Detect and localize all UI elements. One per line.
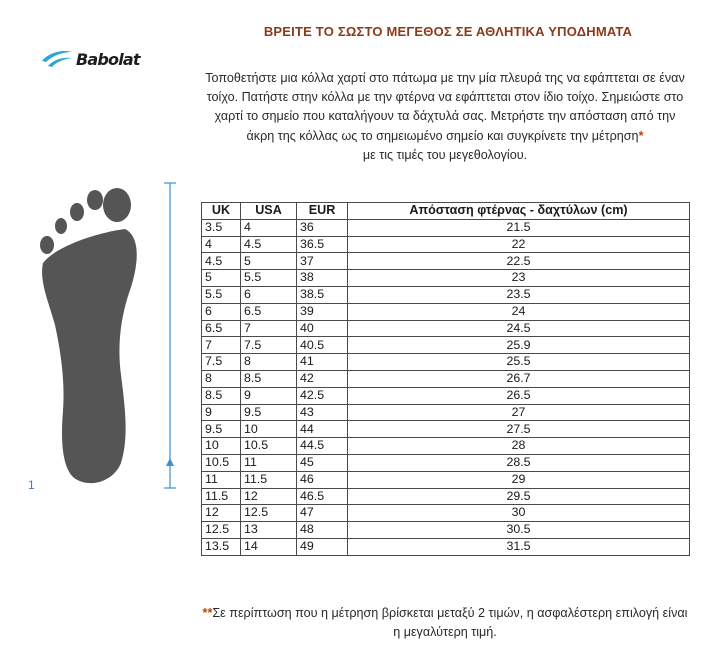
table-row: [202, 236, 690, 253]
eur-cell: 46.5: [297, 488, 348, 505]
table-row: [202, 488, 690, 505]
usa-cell: 12.5: [241, 505, 297, 522]
eur-cell: 36.5: [297, 236, 348, 253]
usa-cell: 9: [241, 387, 297, 404]
uk-cell: 8.5: [202, 387, 241, 404]
usa-cell: 6: [241, 286, 297, 303]
table-row: [202, 303, 690, 320]
instructions-text: Τοποθετήστε μια κόλλα χαρτί στο πάτωμα με την μία πλευρά της να εφάπτεται σε έναν τοίχο. Πατήστε στην κόλλα με την φτέρνα να εφάπτεται στον ίδιο τοίχο. Σημειώστε στο χαρτί το σημείο που καταλήγουν τα δάχτυλά σας. Μετρήστε την απόσταση από την άκρη της κόλλας ως το σημειωμένο σημείο και συγκρίνετε την μέτρηση: [205, 71, 685, 143]
length-cell: 30: [348, 505, 690, 522]
table-row: [202, 354, 690, 371]
uk-cell: 11: [202, 471, 241, 488]
uk-cell: 3.5: [202, 219, 241, 236]
length-cell: 27: [348, 404, 690, 421]
usa-cell: 6.5: [241, 303, 297, 320]
size-chart-table: [201, 202, 690, 556]
eur-cell: 38: [297, 270, 348, 287]
eur-cell: 40: [297, 320, 348, 337]
double-asterisk-mark: **: [202, 606, 213, 620]
usa-cell: 4: [241, 219, 297, 236]
length-cell: 25.9: [348, 337, 690, 354]
uk-cell: 4.5: [202, 253, 241, 270]
eur-cell: 41: [297, 354, 348, 371]
eur-cell: 36: [297, 219, 348, 236]
footnote-text: Σε περίπτωση που η μέτρηση βρίσκεται μεταξύ 2 τιμών, η ασφαλέστερη επιλογή είναι η μεγαλύτερη τιμή.: [212, 606, 688, 639]
eur-cell: 44.5: [297, 438, 348, 455]
length-cell: 23: [348, 270, 690, 287]
uk-cell: 12: [202, 505, 241, 522]
table-header-row: [202, 203, 690, 220]
uk-cell: 5: [202, 270, 241, 287]
table-row: [202, 538, 690, 555]
footnote: [200, 604, 690, 642]
page-title: ΒΡΕΙΤΕ ΤΟ ΣΩΣΤΟ ΜΕΓΕΘΟΣ ΣΕ ΑΘΛΗΤΙΚΑ ΥΠΟΔΗΜΑΤΑ: [263, 24, 633, 39]
eur-cell: 47: [297, 505, 348, 522]
length-cell: 22: [348, 236, 690, 253]
length-cell: 24: [348, 303, 690, 320]
asterisk-mark: *: [638, 128, 644, 143]
table-row: [202, 438, 690, 455]
column-header-usa: USA: [241, 203, 297, 220]
length-cell: 23.5: [348, 286, 690, 303]
usa-cell: 8.5: [241, 370, 297, 387]
usa-cell: 11.5: [241, 471, 297, 488]
eur-cell: 37: [297, 253, 348, 270]
table-row: [202, 270, 690, 287]
usa-cell: 14: [241, 538, 297, 555]
length-cell: 30.5: [348, 522, 690, 539]
column-header-length: Απόσταση φτέρνας - δαχτύλων (cm): [348, 203, 690, 220]
uk-cell: 6: [202, 303, 241, 320]
usa-cell: 7: [241, 320, 297, 337]
babolat-swoosh-icon: [40, 49, 74, 69]
uk-cell: 10.5: [202, 454, 241, 471]
table-row: [202, 421, 690, 438]
uk-cell: 8: [202, 370, 241, 387]
eur-cell: 48: [297, 522, 348, 539]
uk-cell: 4: [202, 236, 241, 253]
eur-cell: 42: [297, 370, 348, 387]
table-row: [202, 219, 690, 236]
table-row: [202, 320, 690, 337]
uk-cell: 5.5: [202, 286, 241, 303]
eur-cell: 43: [297, 404, 348, 421]
eur-cell: 39: [297, 303, 348, 320]
uk-cell: 11.5: [202, 488, 241, 505]
ruler-label: 1: [28, 478, 35, 492]
table-row: [202, 253, 690, 270]
table-row: [202, 522, 690, 539]
eur-cell: 49: [297, 538, 348, 555]
table-row: [202, 471, 690, 488]
babolat-logo: [40, 48, 140, 70]
logo-wordmark: Babolat: [76, 49, 140, 69]
column-header-eur: EUR: [297, 203, 348, 220]
usa-cell: 10.5: [241, 438, 297, 455]
table-row: [202, 505, 690, 522]
table-row: [202, 404, 690, 421]
usa-cell: 10: [241, 421, 297, 438]
usa-cell: 5.5: [241, 270, 297, 287]
length-cell: 29.5: [348, 488, 690, 505]
length-cell: 22.5: [348, 253, 690, 270]
uk-cell: 9.5: [202, 421, 241, 438]
table-row: [202, 454, 690, 471]
instructions: [200, 69, 690, 165]
length-cell: 27.5: [348, 421, 690, 438]
column-header-uk: UK: [202, 203, 241, 220]
eur-cell: 38.5: [297, 286, 348, 303]
usa-cell: 9.5: [241, 404, 297, 421]
length-cell: 31.5: [348, 538, 690, 555]
usa-cell: 12: [241, 488, 297, 505]
table-row: [202, 370, 690, 387]
instructions-tail: με τις τιμές του μεγεθολογίου.: [362, 147, 528, 162]
length-cell: 26.7: [348, 370, 690, 387]
eur-cell: 45: [297, 454, 348, 471]
uk-cell: 13.5: [202, 538, 241, 555]
eur-cell: 46: [297, 471, 348, 488]
uk-cell: 6.5: [202, 320, 241, 337]
length-cell: 26.5: [348, 387, 690, 404]
table-row: [202, 387, 690, 404]
table-row: [202, 337, 690, 354]
usa-cell: 8: [241, 354, 297, 371]
uk-cell: 10: [202, 438, 241, 455]
uk-cell: 7: [202, 337, 241, 354]
uk-cell: 7.5: [202, 354, 241, 371]
usa-cell: 11: [241, 454, 297, 471]
table-row: [202, 286, 690, 303]
uk-cell: 9: [202, 404, 241, 421]
usa-cell: 13: [241, 522, 297, 539]
eur-cell: 40.5: [297, 337, 348, 354]
usa-cell: 5: [241, 253, 297, 270]
length-ruler: [160, 182, 180, 492]
eur-cell: 42.5: [297, 387, 348, 404]
length-cell: 28.5: [348, 454, 690, 471]
length-cell: 21.5: [348, 219, 690, 236]
foot-outline-icon: [25, 185, 145, 490]
eur-cell: 44: [297, 421, 348, 438]
length-cell: 28: [348, 438, 690, 455]
length-cell: 24.5: [348, 320, 690, 337]
uk-cell: 12.5: [202, 522, 241, 539]
length-cell: 25.5: [348, 354, 690, 371]
length-cell: 29: [348, 471, 690, 488]
usa-cell: 7.5: [241, 337, 297, 354]
usa-cell: 4.5: [241, 236, 297, 253]
